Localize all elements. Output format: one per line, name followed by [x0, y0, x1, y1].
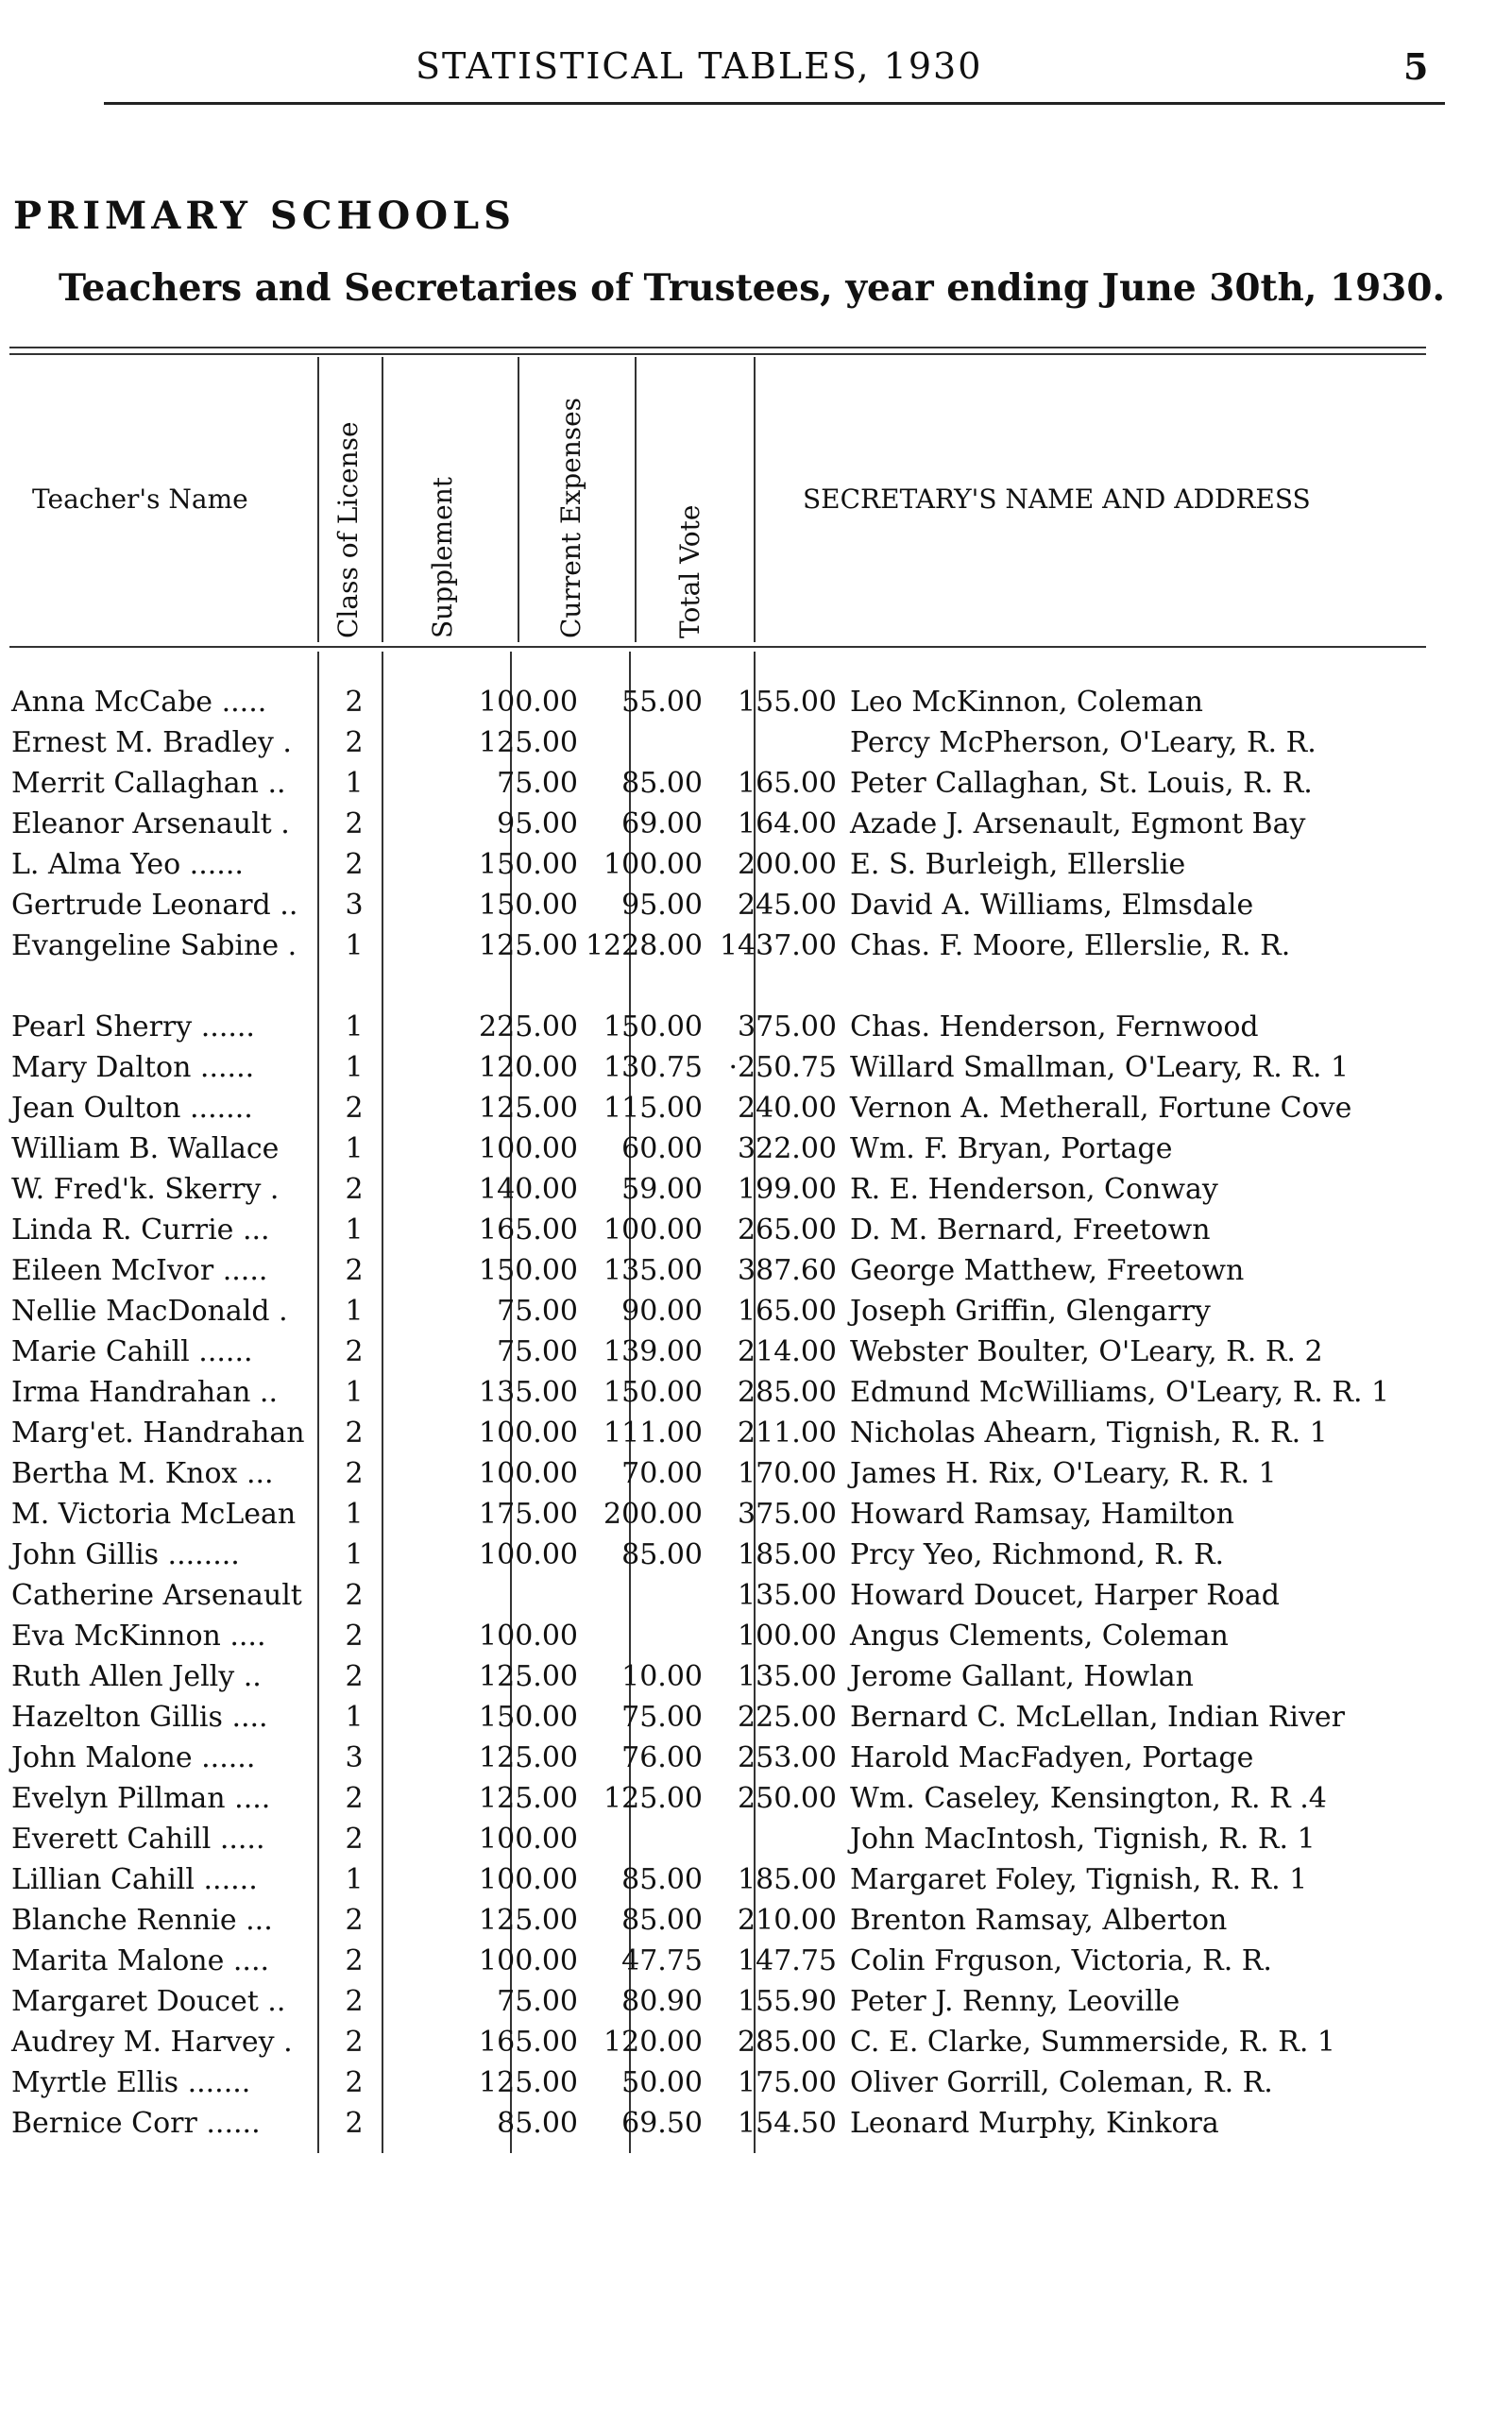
- supplement-value: 100.00: [479, 1538, 578, 1571]
- total-value: 200.00: [738, 848, 837, 881]
- total-value: 214.00: [738, 1335, 837, 1368]
- supplement-value: 75.00: [497, 1335, 578, 1368]
- teacher-name: Eleanor Arsenault .: [11, 807, 290, 840]
- supplement-value: 175.00: [479, 1498, 578, 1531]
- total-value: 185.00: [738, 1863, 837, 1896]
- teacher-name: Ernest M. Bradley .: [11, 726, 292, 759]
- column-header-teacher: Teacher's Name: [32, 483, 248, 515]
- secretary-name: Chas. F. Moore, Ellerslie, R. R.: [850, 929, 1291, 962]
- license-class: 2: [345, 1823, 364, 1856]
- teacher-name: L. Alma Yeo ......: [11, 848, 244, 881]
- teacher-name: Pearl Sherry ......: [11, 1010, 255, 1043]
- teacher-name: Hazelton Gillis ....: [11, 1701, 268, 1734]
- license-class: 3: [345, 889, 364, 922]
- total-value: 250.00: [738, 1782, 837, 1815]
- group-spacer: [8, 966, 1389, 1007]
- supplement-value: 125.00: [479, 1660, 578, 1693]
- table-row: [8, 804, 1389, 844]
- license-class: 2: [345, 2107, 364, 2140]
- license-class: 2: [345, 1985, 364, 2018]
- expenses-value: 100.00: [603, 1213, 703, 1247]
- license-class: 1: [345, 1863, 364, 1896]
- secretary-name: Leo McKinnon, Coleman: [850, 686, 1203, 719]
- license-class: 2: [345, 1782, 364, 1815]
- teacher-name: Myrtle Ellis .......: [11, 2066, 251, 2099]
- secretary-name: Vernon A. Metherall, Fortune Cove: [850, 1092, 1352, 1125]
- expenses-value: 115.00: [603, 1092, 703, 1125]
- secretary-name: Harold MacFadyen, Portage: [850, 1741, 1254, 1774]
- license-class: 1: [345, 1538, 364, 1571]
- secretary-name: Nicholas Ahearn, Tignish, R. R. 1: [850, 1417, 1328, 1450]
- supplement-value: 100.00: [479, 1457, 578, 1490]
- total-value: 240.00: [738, 1092, 837, 1125]
- total-value: 285.00: [738, 2026, 837, 2059]
- teacher-name: Bernice Corr ......: [11, 2107, 261, 2140]
- total-value: 185.00: [738, 1538, 837, 1571]
- table-row: [8, 1819, 1389, 1859]
- teacher-name: Blanche Rennie ...: [11, 1904, 273, 1937]
- expenses-value: 59.00: [621, 1173, 703, 1206]
- teacher-name: John Malone ......: [11, 1741, 256, 1774]
- expenses-value: 10.00: [621, 1660, 703, 1693]
- section-title: PRIMARY SCHOOLS: [13, 194, 517, 238]
- page-title: STATISTICAL TABLES, 1930: [416, 45, 983, 87]
- secretary-name: Webster Boulter, O'Leary, R. R. 2: [850, 1335, 1323, 1368]
- supplement-value: 75.00: [497, 1985, 578, 2018]
- secretary-name: Leonard Murphy, Kinkora: [850, 2107, 1219, 2140]
- expenses-value: 60.00: [621, 1132, 703, 1165]
- license-class: 1: [345, 1295, 364, 1328]
- license-class: 2: [345, 1620, 364, 1653]
- expenses-value: 95.00: [621, 889, 703, 922]
- table-subtitle: Teachers and Secretaries of Trustees, year ending June 30th, 1930.: [59, 266, 1446, 310]
- teachers-table: [8, 682, 1389, 2144]
- table-row: [8, 1981, 1389, 2022]
- teacher-name: Mary Dalton ......: [11, 1051, 255, 1084]
- license-class: 2: [345, 726, 364, 759]
- teacher-name: Audrey M. Harvey .: [11, 2026, 293, 2059]
- expenses-value: 69.50: [621, 2107, 703, 2140]
- license-class: 1: [345, 1498, 364, 1531]
- expenses-value: 50.00: [621, 2066, 703, 2099]
- total-value: 265.00: [738, 1213, 837, 1247]
- license-class: 1: [345, 1213, 364, 1247]
- secretary-name: James H. Rix, O'Leary, R. R. 1: [850, 1457, 1277, 1490]
- secretary-name: D. M. Bernard, Freetown: [850, 1213, 1211, 1247]
- table-row: [8, 1859, 1389, 1900]
- expenses-value: 75.00: [621, 1701, 703, 1734]
- expenses-value: 200.00: [603, 1498, 703, 1531]
- page-header: [0, 45, 1512, 102]
- expenses-value: 47.75: [621, 1944, 703, 1977]
- table-row: [8, 1656, 1389, 1697]
- expenses-value: 111.00: [603, 1417, 703, 1450]
- supplement-value: 125.00: [479, 929, 578, 962]
- table-row: [8, 682, 1389, 722]
- total-value: 375.00: [738, 1498, 837, 1531]
- secretary-name: Howard Doucet, Harper Road: [850, 1579, 1280, 1612]
- table-row: [8, 1169, 1389, 1210]
- total-value: 154.50: [738, 2107, 837, 2140]
- expenses-value: 1228.00: [585, 929, 703, 962]
- table-row: [8, 722, 1389, 763]
- teacher-name: Bertha M. Knox ...: [11, 1457, 274, 1490]
- supplement-value: 120.00: [479, 1051, 578, 1084]
- license-class: 2: [345, 848, 364, 881]
- teacher-name: Gertrude Leonard ..: [11, 889, 298, 922]
- table-row: [8, 885, 1389, 925]
- table-row: [8, 1535, 1389, 1575]
- expenses-value: [584, 1616, 708, 1656]
- table-row: [8, 1047, 1389, 1088]
- total-value: 100.00: [738, 1620, 837, 1653]
- license-class: 3: [345, 1741, 364, 1774]
- table-row: [8, 763, 1389, 804]
- header-divider: [754, 357, 756, 642]
- total-value: 175.00: [738, 2066, 837, 2099]
- teacher-name: Linda R. Currie ...: [11, 1213, 270, 1247]
- column-header-supplement: Supplement: [427, 477, 458, 638]
- supplement-value: 150.00: [479, 1254, 578, 1287]
- license-class: 2: [345, 2026, 364, 2059]
- secretary-name: Willard Smallman, O'Leary, R. R. 1: [850, 1051, 1350, 1084]
- expenses-value: 150.00: [603, 1376, 703, 1409]
- table-row: [8, 1250, 1389, 1291]
- supplement-value: 150.00: [479, 889, 578, 922]
- supplement-value: 140.00: [479, 1173, 578, 1206]
- supplement-value: [387, 1575, 584, 1616]
- secretary-name: Oliver Gorrill, Coleman, R. R.: [850, 2066, 1273, 2099]
- teacher-name: Margaret Doucet ..: [11, 1985, 286, 2018]
- table-row: [8, 1372, 1389, 1413]
- total-value: 165.00: [738, 767, 837, 800]
- secretary-name: Wm. Caseley, Kensington, R. R .4: [850, 1782, 1327, 1815]
- table-row: [8, 925, 1389, 966]
- table-row: [8, 1900, 1389, 1941]
- teacher-name: Marg'et. Handrahan: [11, 1417, 305, 1450]
- teacher-name: Evelyn Pillman ....: [11, 1782, 271, 1815]
- supplement-value: 125.00: [479, 1092, 578, 1125]
- expenses-value: 76.00: [621, 1741, 703, 1774]
- table-row: [8, 1088, 1389, 1128]
- secretary-name: Angus Clements, Coleman: [850, 1620, 1229, 1653]
- supplement-value: 75.00: [497, 767, 578, 800]
- expenses-value: 100.00: [603, 848, 703, 881]
- secretary-name: Joseph Griffin, Glengarry: [850, 1295, 1211, 1328]
- license-class: 2: [345, 1457, 364, 1490]
- total-value: 245.00: [738, 889, 837, 922]
- total-value: [708, 1819, 842, 1859]
- expenses-value: 90.00: [621, 1295, 703, 1328]
- expenses-value: 70.00: [621, 1457, 703, 1490]
- expenses-value: 80.90: [621, 1985, 703, 2018]
- supplement-value: 165.00: [479, 1213, 578, 1247]
- column-header-license: Class of License: [332, 421, 364, 638]
- teacher-name: William B. Wallace: [11, 1132, 280, 1165]
- spacer-cell: [8, 966, 1389, 1007]
- header-divider: [382, 357, 383, 642]
- header-rule: [104, 102, 1445, 105]
- secretary-name: Peter Callaghan, St. Louis, R. R.: [850, 767, 1313, 800]
- secretary-name: George Matthew, Freetown: [850, 1254, 1245, 1287]
- table-row: [8, 1128, 1389, 1169]
- license-class: 2: [345, 1660, 364, 1693]
- secretary-name: Howard Ramsay, Hamilton: [850, 1498, 1234, 1531]
- license-class: 1: [345, 1701, 364, 1734]
- license-class: 2: [345, 1904, 364, 1937]
- table-row: [8, 1697, 1389, 1738]
- license-class: 1: [345, 1132, 364, 1165]
- table-row: [8, 1332, 1389, 1372]
- total-value: 1437.00: [719, 929, 837, 962]
- license-class: 1: [345, 1376, 364, 1409]
- total-value: 285.00: [738, 1376, 837, 1409]
- expenses-value: [584, 722, 708, 763]
- teacher-name: Evangeline Sabine .: [11, 929, 297, 962]
- table-top-rule-2: [9, 353, 1426, 355]
- supplement-value: 165.00: [479, 2026, 578, 2059]
- total-value: 135.00: [738, 1579, 837, 1612]
- license-class: 2: [345, 686, 364, 719]
- secretary-name: Brenton Ramsay, Alberton: [850, 1904, 1228, 1937]
- total-value: 165.00: [738, 1295, 837, 1328]
- expenses-value: 130.75: [603, 1051, 703, 1084]
- secretary-name: Colin Frguson, Victoria, R. R.: [850, 1944, 1272, 1977]
- column-header-total: Total Vote: [674, 504, 705, 638]
- teacher-name: Catherine Arsenault: [11, 1579, 302, 1612]
- secretary-name: C. E. Clarke, Summerside, R. R. 1: [850, 2026, 1335, 2059]
- secretary-name: Chas. Henderson, Fernwood: [850, 1010, 1259, 1043]
- license-class: 2: [345, 1579, 364, 1612]
- teacher-name: Anna McCabe .....: [11, 686, 267, 719]
- table-row: [8, 2062, 1389, 2103]
- expenses-value: 150.00: [603, 1010, 703, 1043]
- supplement-value: 100.00: [479, 1620, 578, 1653]
- expenses-value: 85.00: [621, 1538, 703, 1571]
- expenses-value: 85.00: [621, 1904, 703, 1937]
- table-row: [8, 1210, 1389, 1250]
- supplement-value: 225.00: [479, 1010, 578, 1043]
- secretary-name: John MacIntosh, Tignish, R. R. 1: [850, 1823, 1316, 1856]
- license-class: 1: [345, 929, 364, 962]
- teacher-name: Everett Cahill .....: [11, 1823, 265, 1856]
- total-value: 211.00: [738, 1417, 837, 1450]
- supplement-value: 125.00: [479, 726, 578, 759]
- total-value: 253.00: [738, 1741, 837, 1774]
- expenses-value: 85.00: [621, 1863, 703, 1896]
- supplement-value: 135.00: [479, 1376, 578, 1409]
- supplement-value: 125.00: [479, 1904, 578, 1937]
- table-row: [8, 1575, 1389, 1616]
- header-divider: [317, 357, 319, 642]
- supplement-value: 100.00: [479, 1132, 578, 1165]
- secretary-name: E. S. Burleigh, Ellerslie: [850, 848, 1186, 881]
- teacher-name: Lillian Cahill ......: [11, 1863, 258, 1896]
- table-row: [8, 1494, 1389, 1535]
- license-class: 1: [345, 1010, 364, 1043]
- total-value: 387.60: [738, 1254, 837, 1287]
- page-number: 5: [1403, 45, 1429, 88]
- supplement-value: 150.00: [479, 848, 578, 881]
- total-value: 375.00: [738, 1010, 837, 1043]
- expenses-value: 69.00: [621, 807, 703, 840]
- teacher-name: W. Fred'k. Skerry .: [11, 1173, 280, 1206]
- teacher-name: Ruth Allen Jelly ..: [11, 1660, 262, 1693]
- table-row: [8, 1941, 1389, 1981]
- total-value: ·250.75: [728, 1051, 837, 1084]
- total-value: [708, 722, 842, 763]
- teacher-name: Irma Handrahan ..: [11, 1376, 278, 1409]
- table-row: [8, 1778, 1389, 1819]
- supplement-value: 100.00: [479, 686, 578, 719]
- teacher-name: Marita Malone ....: [11, 1944, 270, 1977]
- license-class: 1: [345, 767, 364, 800]
- supplement-value: 100.00: [479, 1944, 578, 1977]
- column-header-secretary: SECRETARY'S NAME AND ADDRESS: [803, 483, 1311, 515]
- secretary-name: Prcy Yeo, Richmond, R. R.: [850, 1538, 1225, 1571]
- license-class: 2: [345, 1173, 364, 1206]
- secretary-name: David A. Williams, Elmsdale: [850, 889, 1254, 922]
- total-value: 199.00: [738, 1173, 837, 1206]
- expenses-value: 85.00: [621, 767, 703, 800]
- total-value: 164.00: [738, 807, 837, 840]
- header-divider: [635, 357, 637, 642]
- table-row: [8, 1413, 1389, 1453]
- table-row: [8, 1738, 1389, 1778]
- total-value: 210.00: [738, 1904, 837, 1937]
- supplement-value: 100.00: [479, 1417, 578, 1450]
- total-value: 155.90: [738, 1985, 837, 2018]
- supplement-value: 75.00: [497, 1295, 578, 1328]
- header-bottom-rule: [9, 646, 1426, 648]
- secretary-name: Percy McPherson, O'Leary, R. R.: [850, 726, 1317, 759]
- license-class: 2: [345, 2066, 364, 2099]
- license-class: 2: [345, 1335, 364, 1368]
- expenses-value: 135.00: [603, 1254, 703, 1287]
- expenses-value: 139.00: [603, 1335, 703, 1368]
- secretary-name: Margaret Foley, Tignish, R. R. 1: [850, 1863, 1308, 1896]
- expenses-value: 55.00: [621, 686, 703, 719]
- secretary-name: Jerome Gallant, Howlan: [850, 1660, 1194, 1693]
- total-value: 322.00: [738, 1132, 837, 1165]
- license-class: 2: [345, 1254, 364, 1287]
- total-value: 225.00: [738, 1701, 837, 1734]
- supplement-value: 95.00: [497, 807, 578, 840]
- expenses-value: [584, 1575, 708, 1616]
- expenses-value: [584, 1819, 708, 1859]
- expenses-value: 125.00: [603, 1782, 703, 1815]
- total-value: 147.75: [738, 1944, 837, 1977]
- supplement-value: 125.00: [479, 1741, 578, 1774]
- license-class: 2: [345, 1417, 364, 1450]
- supplement-value: 100.00: [479, 1863, 578, 1896]
- teacher-name: Eileen McIvor .....: [11, 1254, 268, 1287]
- supplement-value: 125.00: [479, 1782, 578, 1815]
- supplement-value: 85.00: [497, 2107, 578, 2140]
- secretary-name: Peter J. Renny, Leoville: [850, 1985, 1181, 2018]
- table-row: [8, 1291, 1389, 1332]
- header-divider: [518, 357, 519, 642]
- total-value: 170.00: [738, 1457, 837, 1490]
- table-row: [8, 844, 1389, 885]
- table-row: [8, 1453, 1389, 1494]
- table-row: [8, 2103, 1389, 2144]
- license-class: 1: [345, 1051, 364, 1084]
- supplement-value: 100.00: [479, 1823, 578, 1856]
- secretary-name: Bernard C. McLellan, Indian River: [850, 1701, 1345, 1734]
- teacher-name: Marie Cahill ......: [11, 1335, 253, 1368]
- total-value: 135.00: [738, 1660, 837, 1693]
- license-class: 2: [345, 1944, 364, 1977]
- secretary-name: Azade J. Arsenault, Egmont Bay: [850, 807, 1306, 840]
- teacher-name: M. Victoria McLean: [11, 1498, 297, 1531]
- supplement-value: 125.00: [479, 2066, 578, 2099]
- teacher-name: Merrit Callaghan ..: [11, 767, 286, 800]
- teacher-name: Jean Oulton .......: [11, 1092, 253, 1125]
- license-class: 2: [345, 807, 364, 840]
- teacher-name: Eva McKinnon ....: [11, 1620, 266, 1653]
- secretary-name: Edmund McWilliams, O'Leary, R. R. 1: [850, 1376, 1390, 1409]
- secretary-name: Wm. F. Bryan, Portage: [850, 1132, 1173, 1165]
- expenses-value: 120.00: [603, 2026, 703, 2059]
- table-row: [8, 1616, 1389, 1656]
- total-value: 155.00: [738, 686, 837, 719]
- table-top-rule: [9, 347, 1426, 348]
- teacher-name: Nellie MacDonald .: [11, 1295, 288, 1328]
- table-row: [8, 2022, 1389, 2062]
- table-row: [8, 1007, 1389, 1047]
- license-class: 2: [345, 1092, 364, 1125]
- teacher-name: John Gillis ........: [11, 1538, 240, 1571]
- column-header-expenses: Current Expenses: [555, 397, 586, 638]
- secretary-name: R. E. Henderson, Conway: [850, 1173, 1218, 1206]
- supplement-value: 150.00: [479, 1701, 578, 1734]
